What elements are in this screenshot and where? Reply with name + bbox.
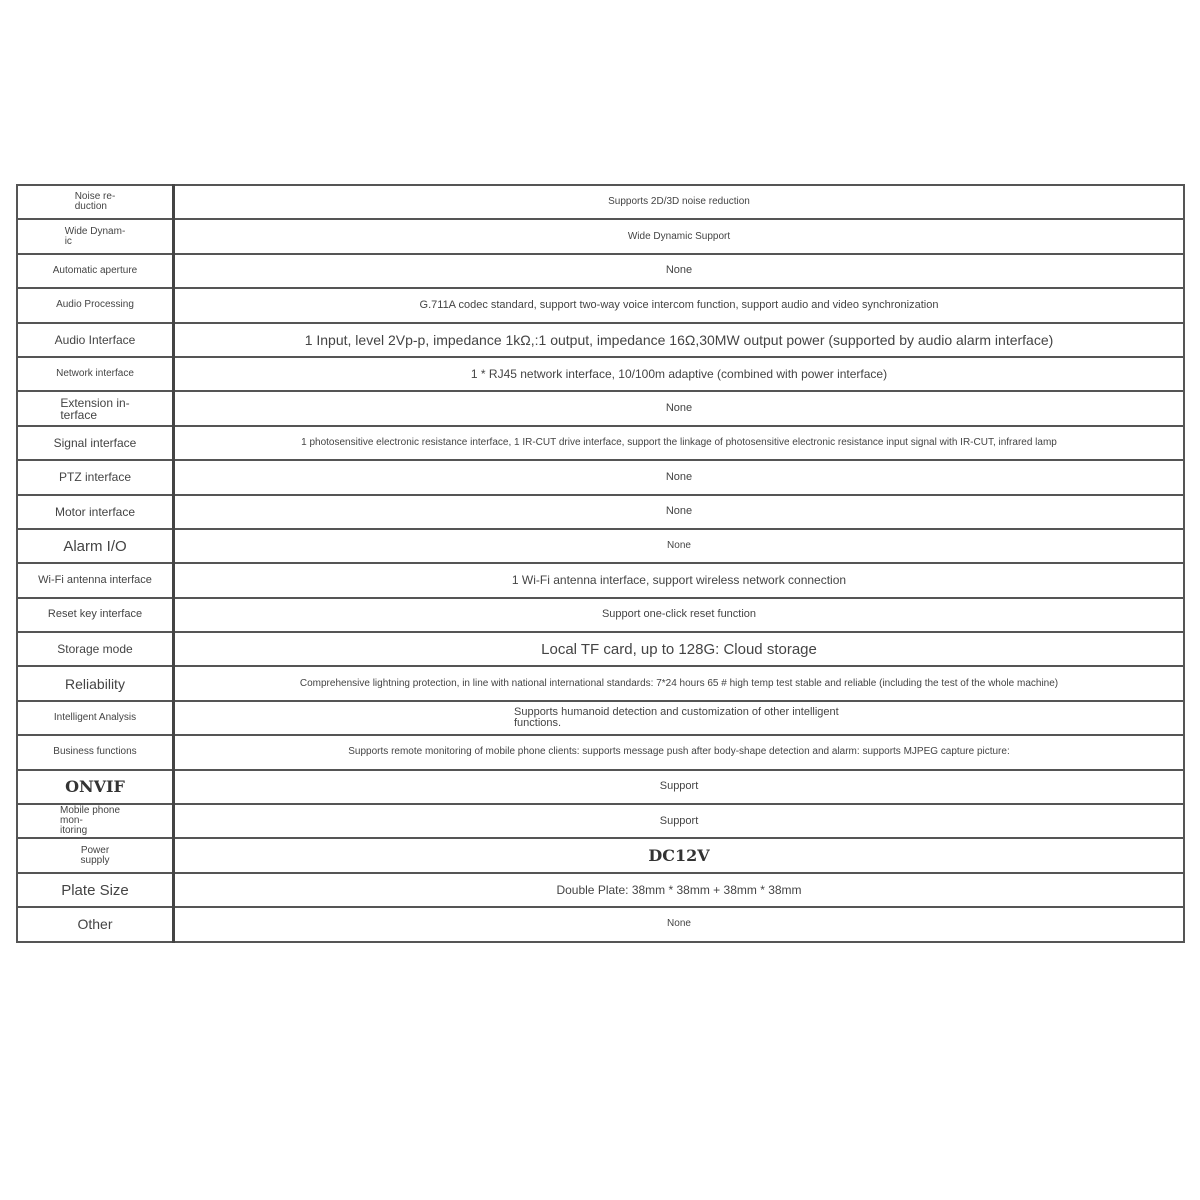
row-value: None (174, 391, 1185, 425)
row-value: None (174, 907, 1185, 941)
row-value: Comprehensive lightning protection, in line with national international standards: 7*24 hours 65 # high temp test stable and reliable (including the test of the whole machine) (174, 666, 1185, 700)
table-row (17, 804, 1184, 838)
table-row (17, 838, 1184, 872)
table-row (17, 735, 1184, 769)
row-value: 1 * RJ45 network interface, 10/100m adaptive (combined with power interface) (174, 357, 1185, 391)
row-value: 1 Wi-Fi antenna interface, support wireless network connection (174, 563, 1185, 597)
table-row (17, 666, 1184, 700)
row-value: None (174, 254, 1185, 288)
row-value: G.711A codec standard, support two-way voice intercom function, support audio and video synchronization (174, 288, 1185, 322)
row-label: Plate Size (17, 873, 174, 907)
row-label: Reliability (17, 666, 174, 700)
row-value: Supports 2D/3D noise reduction (174, 185, 1185, 219)
row-value: Support (174, 770, 1185, 804)
row-value: Double Plate: 38mm * 38mm + 38mm * 38mm (174, 873, 1185, 907)
row-label: Wide Dynam- ic (17, 219, 174, 253)
row-value: Support one-click reset function (174, 598, 1185, 632)
row-value: DC12V (174, 838, 1185, 872)
row-label: PTZ interface (17, 460, 174, 494)
row-label: ONVIF (17, 770, 174, 804)
row-label: Motor interface (17, 495, 174, 529)
row-value: 1 Input, level 2Vp-p, impedance 1kΩ,:1 output, impedance 16Ω,30MW output power (supported by audio alarm interface) (174, 323, 1185, 357)
table-row (17, 907, 1184, 941)
row-value: None (174, 495, 1185, 529)
table-row (17, 770, 1184, 804)
table-row (17, 598, 1184, 632)
table-row (17, 426, 1184, 460)
row-value: Supports humanoid detection and customization of other intelligent functions. (174, 701, 1185, 735)
row-label: Other (17, 907, 174, 941)
table-row (17, 185, 1184, 219)
table-row (17, 701, 1184, 735)
row-label: Power supply (17, 838, 174, 872)
table-row (17, 873, 1184, 907)
row-label: Reset key interface (17, 598, 174, 632)
row-label: Audio Interface (17, 323, 174, 357)
table-row (17, 254, 1184, 288)
table-row (17, 357, 1184, 391)
table-row (17, 391, 1184, 425)
row-value: Local TF card, up to 128G: Cloud storage (174, 632, 1185, 666)
row-value: None (174, 460, 1185, 494)
row-value: Supports remote monitoring of mobile phone clients: supports message push after body-shape detection and alarm: supports MJPEG capture picture: (174, 735, 1185, 769)
table-row (17, 632, 1184, 666)
row-label: Audio Processing (17, 288, 174, 322)
row-label: Extension in- terface (17, 391, 174, 425)
table-row (17, 460, 1184, 494)
row-value: Wide Dynamic Support (174, 219, 1185, 253)
row-label: Signal interface (17, 426, 174, 460)
row-label: Business functions (17, 735, 174, 769)
row-label: Storage mode (17, 632, 174, 666)
row-label: Mobile phone mon- itoring (17, 804, 174, 838)
table-row (17, 323, 1184, 357)
row-value: None (174, 529, 1185, 563)
row-value: 1 photosensitive electronic resistance interface, 1 IR-CUT drive interface, support the linkage of photosensitive electronic resistance input signal with IR-CUT, infrared lamp (174, 426, 1185, 460)
row-label: Noise re- duction (17, 185, 174, 219)
row-label: Alarm I/O (17, 529, 174, 563)
table-row (17, 219, 1184, 253)
table-row (17, 529, 1184, 563)
table-row (17, 495, 1184, 529)
specification-table (16, 184, 1185, 943)
table-row (17, 288, 1184, 322)
row-label: Network interface (17, 357, 174, 391)
row-label: Automatic aperture (17, 254, 174, 288)
row-label: Intelligent Analysis (17, 701, 174, 735)
row-value: Support (174, 804, 1185, 838)
table-row (17, 563, 1184, 597)
row-label: Wi-Fi antenna interface (17, 563, 174, 597)
